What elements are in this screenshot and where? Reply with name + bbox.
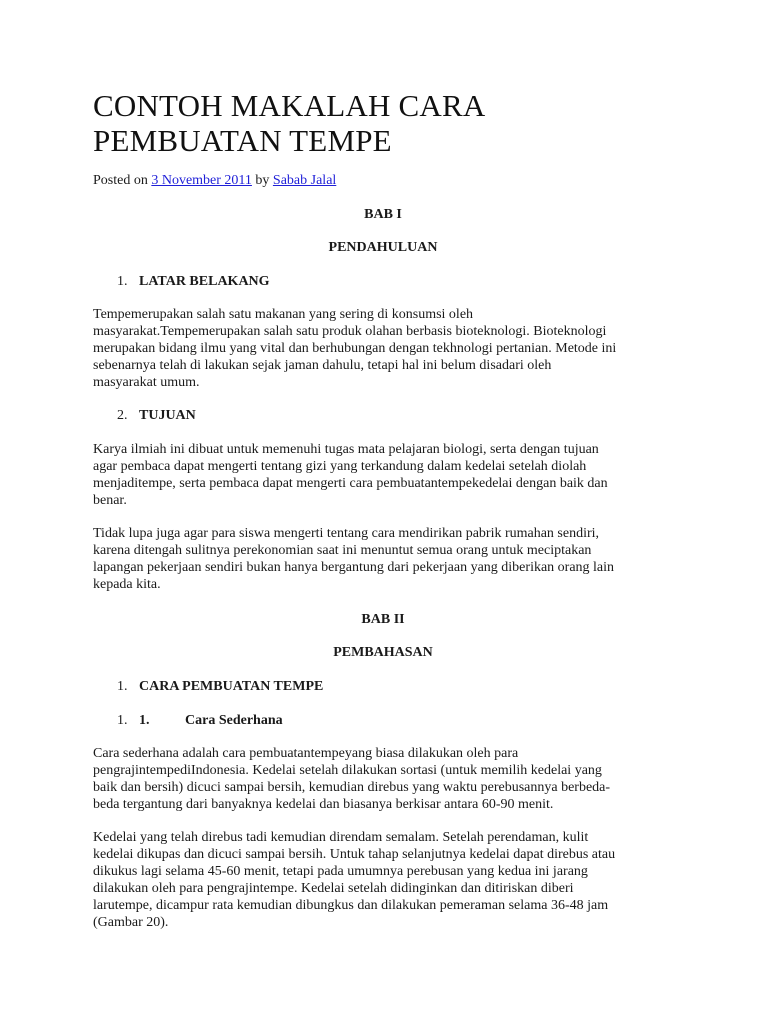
text-line: Karya ilmiah ini dibuat untuk memenuhi tugas mata pelajaran biologi, serta dengan tujuan: [93, 442, 599, 457]
section-heading: LATAR BELAKANG: [139, 274, 270, 289]
paragraph-sederhana-1: [93, 745, 673, 813]
section-tujuan: [117, 407, 196, 424]
section-heading: CARA PEMBUATAN TEMPE: [139, 679, 324, 694]
author-link[interactable]: Sabab Jalal: [272, 173, 337, 188]
subsection-cara-sederhana: [117, 712, 283, 729]
list-number: 1.: [117, 274, 128, 289]
section-cara-pembuatan: [117, 678, 323, 695]
text-line: sebenarnya telah di lakukan sejak jaman dahulu, tetapi hal ini belum disadari oleh: [93, 358, 552, 373]
text-line: merupakan bidang ilmu yang vital dan berhubungan dengan tekhnologi pertanian. Metode ini: [93, 341, 617, 356]
text-line: baik dan bersih) dicuci sampai bersih, kemudian direbus yang waktu perebusannya berbeda-: [93, 780, 611, 795]
text-line: benar.: [93, 493, 127, 508]
page-title: CONTOH MAKALAH CARA PEMBUATAN TEMPE: [93, 88, 484, 158]
paragraph-tujuan-2: [93, 525, 673, 593]
text-line: menjaditempe, serta pembaca dapat mengerti cara pembuatantempekedelai dengan baik dan: [93, 476, 608, 491]
section-latar-belakang: [117, 273, 270, 290]
text-line: dikukus lagi selama 45-60 menit, tetapi pada umumnya perebusan yang kedua ini jarang: [93, 864, 588, 879]
text-line: Cara sederhana adalah cara pembuatantempeyang biasa dilakukan oleh para: [93, 746, 519, 761]
text-line: Kedelai yang telah direbus tadi kemudian direndam semalam. Setelah perendaman, kulit: [93, 830, 589, 845]
post-meta: [93, 172, 336, 189]
list-number: 2.: [117, 408, 128, 423]
text-line: masyarakat.Tempemerupakan salah satu produk olahan berbasis bioteknologi. Bioteknologi: [93, 324, 607, 339]
text-line: larutempe, dicampur rata kemudian dibungkus dan dilakukan pemeraman selama 36-48 jam: [93, 898, 609, 913]
subsection-heading: Cara Sederhana: [185, 713, 283, 728]
text-line: beda tergantung dari banyaknya kedelai dan biasanya berkisar antara 60-90 menit.: [93, 797, 554, 812]
text-line: masyarakat umum.: [93, 375, 200, 390]
bab1-heading: PENDAHULUAN: [328, 240, 438, 255]
paragraph-tujuan-1: [93, 441, 673, 509]
text-line: (Gambar 20).: [93, 915, 169, 930]
paragraph-sederhana-2: [93, 829, 673, 931]
bab2-heading: PEMBAHASAN: [333, 645, 433, 660]
text-line: karena ditengah sulitnya perekonomian saat ini menuntut semua orang untuk meciptakan: [93, 543, 592, 558]
post-date-link[interactable]: 3 November 2011: [151, 173, 252, 188]
text-line: lapangan pekerjaan sendiri bukan hanya bergantung dari pekerjaan yang diberikan orang lain: [93, 560, 615, 575]
text-line: kepada kita.: [93, 577, 161, 592]
text-line: agar pembaca dapat mengerti tentang gizi yang terkandung dalam kedelai setelah diolah: [93, 459, 587, 474]
text-line: Tempemerupakan salah satu makanan yang sering di konsumsi oleh: [93, 307, 474, 322]
bab1-label: BAB I: [364, 207, 402, 222]
text-line: Tidak lupa juga agar para siswa mengerti tentang cara mendirikan pabrik rumahan sendiri,: [93, 526, 600, 541]
paragraph-latar: [93, 306, 673, 391]
sub-number: 1.: [139, 713, 150, 728]
bab2-label: BAB II: [361, 612, 405, 627]
text-line: kedelai dikupas dan dicuci sampai bersih. Untuk tahap selanjutnya kedelai dapat direbus atau: [93, 847, 616, 862]
list-number: 1.: [117, 679, 128, 694]
list-number: 1.: [117, 713, 128, 728]
section-heading: TUJUAN: [139, 408, 196, 423]
text-line: dilakukan oleh para pengrajintempe. Kedelai setelah didinginkan dan ditiriskan diberi: [93, 881, 574, 896]
text-line: pengrajintempediIndonesia. Kedelai setelah dilakukan sortasi (untuk memilih kedelai yang: [93, 763, 602, 778]
by-label: by: [255, 173, 270, 188]
posted-on-label: Posted on: [93, 173, 148, 188]
